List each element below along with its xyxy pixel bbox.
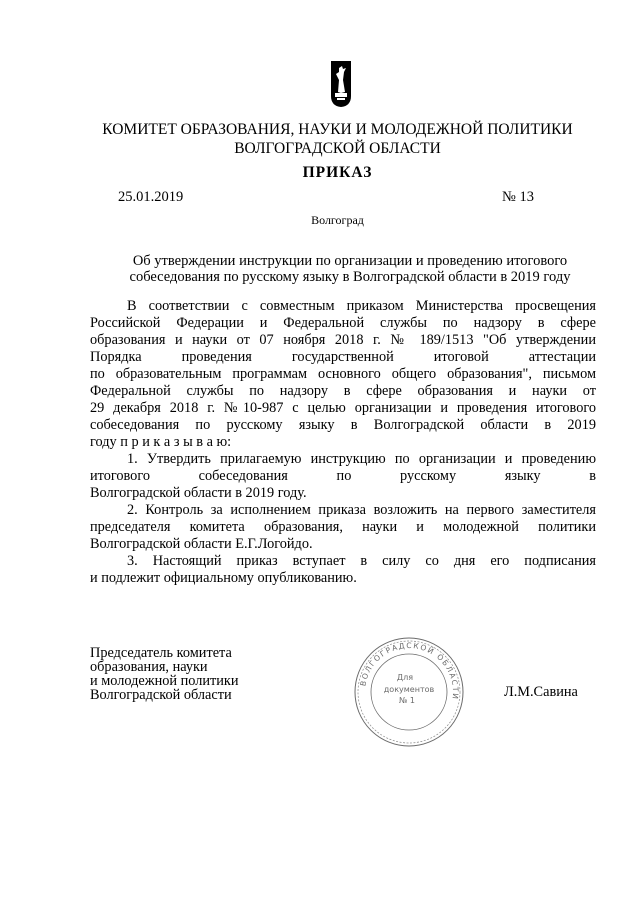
signer-title: [90, 646, 239, 702]
body-line: и подлежит официальному опубликованию.: [90, 570, 357, 586]
body-line: 3. Настоящий приказ вступает в силу со дня его подписания: [127, 553, 596, 569]
body-line: Порядка проведения государственной итоговой аттестации: [90, 349, 596, 365]
seal-line: Для: [396, 673, 414, 682]
official-seal-stamp: [353, 636, 465, 748]
body-line: Волгоградской области в 2019 году.: [90, 485, 307, 501]
signer-name: Л.М.Савина: [504, 684, 578, 700]
order-body: [90, 298, 596, 587]
body-line: Российской Федерации и Федеральной службы по надзору в сфере: [90, 315, 596, 331]
body-line: Федеральной службы по надзору в сфере образования и науки от: [90, 383, 596, 399]
signer-title-line: Председатель комитета: [90, 645, 232, 661]
order-subject: [92, 253, 608, 285]
body-line: образования и науки от 07 ноября 2018 г. № 189/1513 "Об утверждении: [90, 332, 596, 348]
body-line: году п р и к а з ы в а ю:: [90, 434, 232, 450]
signer-title-line: образования, науки: [90, 659, 208, 675]
signer-title-line: Волгоградской области: [90, 687, 232, 703]
body-line: итогового собеседования по русскому языку в: [90, 468, 596, 484]
body-line: собеседования по русскому языку в Волгоградской области в 2019: [90, 417, 596, 433]
signer-title-line: и молодежной политики: [90, 673, 239, 689]
organization-name-line2: ВОЛГОГРАДСКОЙ ОБЛАСТИ: [234, 140, 441, 157]
document-type-title: ПРИКАЗ: [302, 164, 373, 181]
city-name: Волгоград: [311, 213, 364, 227]
seal-line: документов: [383, 685, 435, 694]
coat-of-arms-icon: [330, 60, 352, 108]
body-line: 2. Контроль за исполнением приказа возложить на первого заместителя: [127, 502, 596, 518]
order-date: 25.01.2019: [118, 189, 184, 205]
seal-ring-text: ВОЛГОГРАДСКОЙ ОБЛАСТИ: [358, 640, 461, 701]
subject-line: собеседования по русскому языку в Волгоградской области в 2019 году: [129, 269, 571, 285]
body-line: по образовательным программам основного общего образования", письмом: [90, 366, 596, 382]
body-line: Волгоградской области Е.Г.Логойдо.: [90, 536, 313, 552]
order-number: № 13: [502, 189, 534, 205]
subject-line: Об утверждении инструкции по организации и проведению итогового: [132, 253, 568, 269]
seal-line: № 1: [399, 696, 415, 705]
body-line: 29 декабря 2018 г. №10-987 с целью организации и проведения итогового: [90, 400, 596, 416]
body-line: 1. Утвердить прилагаемую инструкцию по организации и проведению: [127, 451, 596, 467]
body-line: В соответствии с совместным приказом Министерства просвещения: [127, 298, 596, 314]
body-line: председателя комитета образования, науки и молодежной политики: [90, 519, 596, 535]
organization-name-line1: КОМИТЕТ ОБРАЗОВАНИЯ, НАУКИ И МОЛОДЕЖНОЙ ПОЛИТИКИ: [102, 121, 573, 138]
